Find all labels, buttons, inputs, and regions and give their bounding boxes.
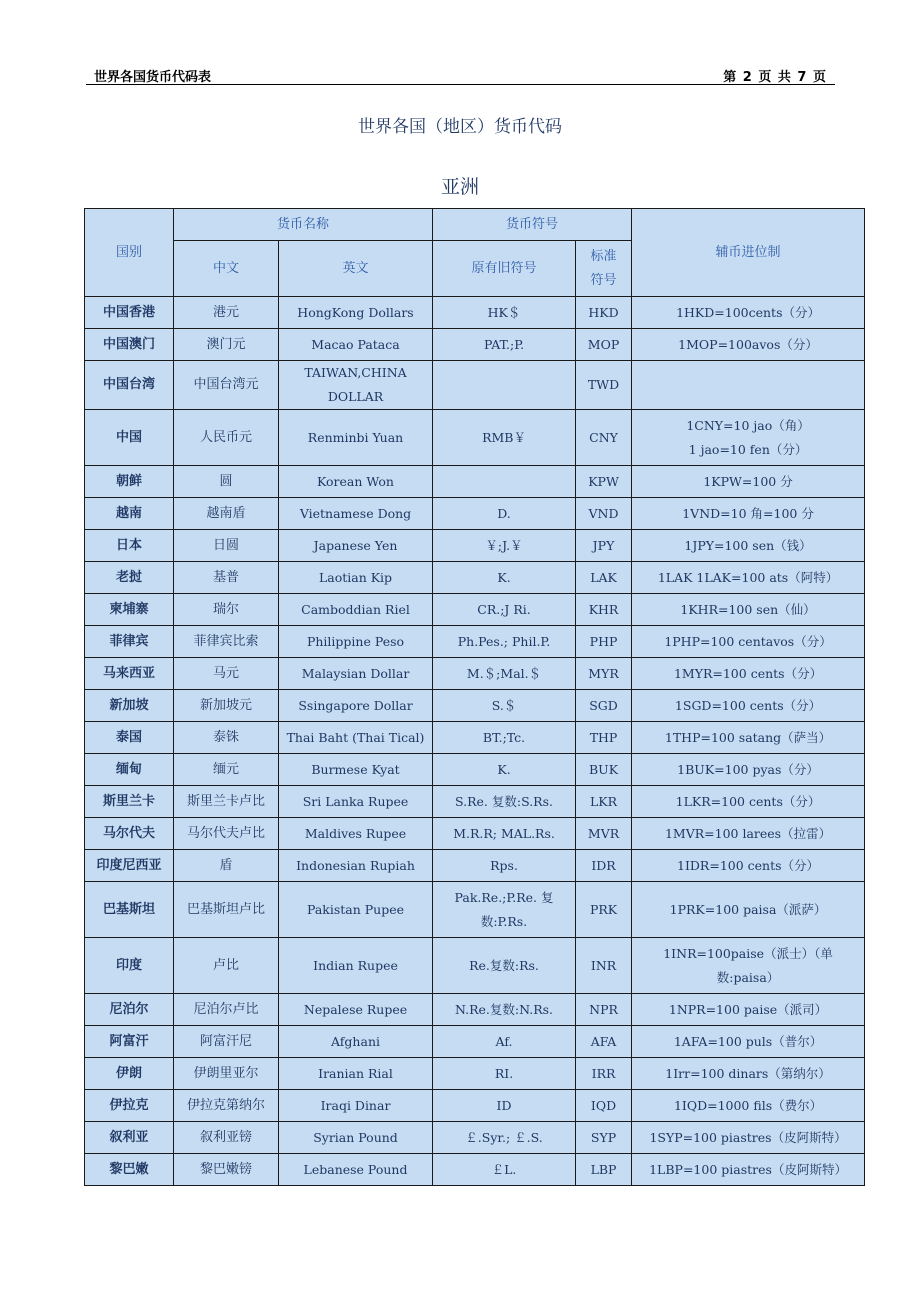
table-row (85, 722, 865, 754)
table-row (85, 1154, 865, 1186)
cell-code: PRK (576, 882, 632, 938)
cell-en: Indian Rupee (279, 938, 433, 994)
document-title: 世界各国（地区）货币代码 (358, 117, 562, 137)
cell-sub: 1MVR=100 larees（拉雷） (632, 818, 865, 850)
cell-sub: 1VND=10 角=100 分 (632, 498, 865, 530)
header-subunit: 辅币进位制 (632, 209, 865, 297)
cell-sub: 1LAK 1LAK=100 ats（阿特） (632, 562, 865, 594)
currency-table (84, 208, 865, 1186)
table-row (85, 361, 865, 410)
cell-code: THP (576, 722, 632, 754)
cell-sym: Rps. (433, 850, 576, 882)
table-row (85, 1090, 865, 1122)
table-row (85, 626, 865, 658)
cell-en: TAIWAN,CHINA DOLLAR (279, 361, 433, 410)
cell-cn: 新加坡元 (174, 690, 279, 722)
table-row (85, 410, 865, 466)
cell-cn: 巴基斯坦卢比 (174, 882, 279, 938)
cell-country: 日本 (85, 530, 174, 562)
cell-en: Vietnamese Dong (279, 498, 433, 530)
table-row (85, 818, 865, 850)
cell-en: Korean Won (279, 466, 433, 498)
table-row (85, 1026, 865, 1058)
table-row (85, 994, 865, 1026)
cell-sym: M.R.R; MAL.Rs. (433, 818, 576, 850)
table-row (85, 562, 865, 594)
cell-sub: 1INR=100paise（派士）（单 数:paisa） (632, 938, 865, 994)
cell-en: Maldives Rupee (279, 818, 433, 850)
cell-country: 尼泊尔 (85, 994, 174, 1026)
cell-code: TWD (576, 361, 632, 410)
cell-cn: 澳门元 (174, 329, 279, 361)
cell-cn: 菲律宾比索 (174, 626, 279, 658)
table-row (85, 754, 865, 786)
table-row (85, 329, 865, 361)
cell-sym: RMB￥ (433, 410, 576, 466)
cell-sym: ID (433, 1090, 576, 1122)
cell-sub: 1PRK=100 paisa（派萨） (632, 882, 865, 938)
cell-country: 印度尼西亚 (85, 850, 174, 882)
cell-cn: 基普 (174, 562, 279, 594)
table-row (85, 690, 865, 722)
header-old-symbol: 原有旧符号 (433, 241, 576, 297)
cell-sub: 1NPR=100 paise（派司） (632, 994, 865, 1026)
cell-code: AFA (576, 1026, 632, 1058)
cell-en: Burmese Kyat (279, 754, 433, 786)
cell-sub: 1KHR=100 sen（仙） (632, 594, 865, 626)
cell-sym: PAT.;P. (433, 329, 576, 361)
cell-code: BUK (576, 754, 632, 786)
page-number: 第 2 页 共 7 页 (723, 70, 827, 85)
table-body (85, 297, 865, 1186)
cell-sym: D. (433, 498, 576, 530)
cell-cn: 卢比 (174, 938, 279, 994)
cell-sym: Pak.Re.;P.Re. 复 数:P.Rs. (433, 882, 576, 938)
header-currency-name: 货币名称 (174, 209, 433, 241)
cell-sub: 1PHP=100 centavos（分） (632, 626, 865, 658)
cell-code: KPW (576, 466, 632, 498)
cell-en: Iraqi Dinar (279, 1090, 433, 1122)
cell-sub: 1BUK=100 pyas（分） (632, 754, 865, 786)
cell-country: 伊拉克 (85, 1090, 174, 1122)
cell-code: HKD (576, 297, 632, 329)
cell-cn: 盾 (174, 850, 279, 882)
cell-sym: ￡.Syr.; ￡.S. (433, 1122, 576, 1154)
table-row (85, 658, 865, 690)
cell-country: 印度 (85, 938, 174, 994)
cell-country: 中国香港 (85, 297, 174, 329)
cell-sym: CR.;J Ri. (433, 594, 576, 626)
cell-en: Pakistan Pupee (279, 882, 433, 938)
cell-code: SGD (576, 690, 632, 722)
section-title: 亚洲 (440, 176, 479, 198)
cell-country: 斯里兰卡 (85, 786, 174, 818)
cell-code: SYP (576, 1122, 632, 1154)
table-row (85, 882, 865, 938)
cell-country: 新加坡 (85, 690, 174, 722)
cell-sub: 1LBP=100 piastres（皮阿斯特） (632, 1154, 865, 1186)
table-row (85, 594, 865, 626)
table-row (85, 466, 865, 498)
cell-country: 老挝 (85, 562, 174, 594)
cell-cn: 马元 (174, 658, 279, 690)
cell-country: 黎巴嫩 (85, 1154, 174, 1186)
cell-sym: ￥;J.￥ (433, 530, 576, 562)
cell-sym: K. (433, 562, 576, 594)
cell-cn: 日圆 (174, 530, 279, 562)
cell-country: 菲律宾 (85, 626, 174, 658)
cell-en: Ssingapore Dollar (279, 690, 433, 722)
cell-code: KHR (576, 594, 632, 626)
cell-country: 中国台湾 (85, 361, 174, 410)
cell-sub: 1THP=100 satang（萨当） (632, 722, 865, 754)
cell-sym: Ph.Pes.; Phil.P. (433, 626, 576, 658)
cell-cn: 斯里兰卡卢比 (174, 786, 279, 818)
cell-cn: 瑞尔 (174, 594, 279, 626)
cell-code: LBP (576, 1154, 632, 1186)
table-row (85, 850, 865, 882)
cell-sub: 1SYP=100 piastres（皮阿斯特） (632, 1122, 865, 1154)
cell-country: 柬埔寨 (85, 594, 174, 626)
cell-sub: 1IDR=100 cents（分） (632, 850, 865, 882)
cell-code: JPY (576, 530, 632, 562)
cell-en: Renminbi Yuan (279, 410, 433, 466)
cell-en: Laotian Kip (279, 562, 433, 594)
cell-sym: K. (433, 754, 576, 786)
cell-cn: 圆 (174, 466, 279, 498)
cell-code: NPR (576, 994, 632, 1026)
cell-en: Macao Pataca (279, 329, 433, 361)
cell-country: 朝鲜 (85, 466, 174, 498)
cell-sym: M.＄;Mal.＄ (433, 658, 576, 690)
header-english: 英文 (279, 241, 433, 297)
cell-code: IQD (576, 1090, 632, 1122)
table-row (85, 1058, 865, 1090)
cell-sub: 1MOP=100avos（分） (632, 329, 865, 361)
cell-en: Camboddian Riel (279, 594, 433, 626)
cell-cn: 黎巴嫩镑 (174, 1154, 279, 1186)
cell-code: MOP (576, 329, 632, 361)
cell-sub: 1Irr=100 dinars（第纳尔） (632, 1058, 865, 1090)
cell-sub: 1AFA=100 puls（普尔） (632, 1026, 865, 1058)
cell-en: Syrian Pound (279, 1122, 433, 1154)
cell-sym (433, 466, 576, 498)
header-currency-symbol: 货币符号 (433, 209, 632, 241)
cell-sub: 1IQD=1000 fils（费尔） (632, 1090, 865, 1122)
cell-sub: 1MYR=100 cents（分） (632, 658, 865, 690)
cell-cn: 伊拉克第纳尔 (174, 1090, 279, 1122)
cell-en: Afghani (279, 1026, 433, 1058)
cell-country: 中国 (85, 410, 174, 466)
cell-cn: 中国台湾元 (174, 361, 279, 410)
cell-cn: 泰铢 (174, 722, 279, 754)
cell-en: Sri Lanka Rupee (279, 786, 433, 818)
table-row (85, 1122, 865, 1154)
cell-sym (433, 361, 576, 410)
cell-code: LKR (576, 786, 632, 818)
cell-sub: 1JPY=100 sen（钱） (632, 530, 865, 562)
cell-sym: S.Re. 复数:S.Rs. (433, 786, 576, 818)
cell-country: 缅甸 (85, 754, 174, 786)
cell-sub: 1HKD=100cents（分） (632, 297, 865, 329)
cell-sym: Re.复数:Rs. (433, 938, 576, 994)
cell-country: 叙利亚 (85, 1122, 174, 1154)
cell-sub (632, 361, 865, 410)
header-std-symbol: 标准 符号 (576, 241, 632, 297)
cell-code: LAK (576, 562, 632, 594)
cell-country: 泰国 (85, 722, 174, 754)
page-header (86, 64, 835, 85)
cell-en: HongKong Dollars (279, 297, 433, 329)
cell-cn: 阿富汗尼 (174, 1026, 279, 1058)
cell-sym: Af. (433, 1026, 576, 1058)
table-row (85, 498, 865, 530)
cell-en: Japanese Yen (279, 530, 433, 562)
cell-country: 越南 (85, 498, 174, 530)
header-country: 国别 (85, 209, 174, 297)
header-chinese: 中文 (174, 241, 279, 297)
cell-code: IDR (576, 850, 632, 882)
table-row (85, 297, 865, 329)
cell-cn: 人民币元 (174, 410, 279, 466)
cell-code: MVR (576, 818, 632, 850)
cell-country: 巴基斯坦 (85, 882, 174, 938)
cell-en: Iranian Rial (279, 1058, 433, 1090)
cell-country: 伊朗 (85, 1058, 174, 1090)
cell-country: 阿富汗 (85, 1026, 174, 1058)
cell-en: Nepalese Rupee (279, 994, 433, 1026)
table-row (85, 938, 865, 994)
cell-code: PHP (576, 626, 632, 658)
header-title: 世界各国货币代码表 (94, 70, 212, 85)
cell-en: Philippine Peso (279, 626, 433, 658)
cell-cn: 伊朗里亚尔 (174, 1058, 279, 1090)
cell-sym: N.Re.复数:N.Rs. (433, 994, 576, 1026)
cell-sub: 1LKR=100 cents（分） (632, 786, 865, 818)
cell-sym: HK＄ (433, 297, 576, 329)
cell-code: INR (576, 938, 632, 994)
cell-en: Thai Baht (Thai Tical) (279, 722, 433, 754)
cell-sub: 1KPW=100 分 (632, 466, 865, 498)
cell-sym: ￡L. (433, 1154, 576, 1186)
cell-sym: RI. (433, 1058, 576, 1090)
cell-country: 马来西亚 (85, 658, 174, 690)
cell-sym: S.＄ (433, 690, 576, 722)
cell-cn: 港元 (174, 297, 279, 329)
table-row (85, 786, 865, 818)
cell-code: CNY (576, 410, 632, 466)
cell-country: 马尔代夫 (85, 818, 174, 850)
cell-code: IRR (576, 1058, 632, 1090)
cell-code: MYR (576, 658, 632, 690)
cell-cn: 缅元 (174, 754, 279, 786)
cell-en: Indonesian Rupiah (279, 850, 433, 882)
cell-sym: BT.;Tc. (433, 722, 576, 754)
cell-cn: 马尔代夫卢比 (174, 818, 279, 850)
cell-code: VND (576, 498, 632, 530)
cell-cn: 越南盾 (174, 498, 279, 530)
table-row (85, 530, 865, 562)
cell-sub: 1CNY=10 jao（角） 1 jao=10 fen（分） (632, 410, 865, 466)
cell-en: Malaysian Dollar (279, 658, 433, 690)
cell-cn: 尼泊尔卢比 (174, 994, 279, 1026)
cell-cn: 叙利亚镑 (174, 1122, 279, 1154)
cell-sub: 1SGD=100 cents（分） (632, 690, 865, 722)
cell-country: 中国澳门 (85, 329, 174, 361)
cell-en: Lebanese Pound (279, 1154, 433, 1186)
